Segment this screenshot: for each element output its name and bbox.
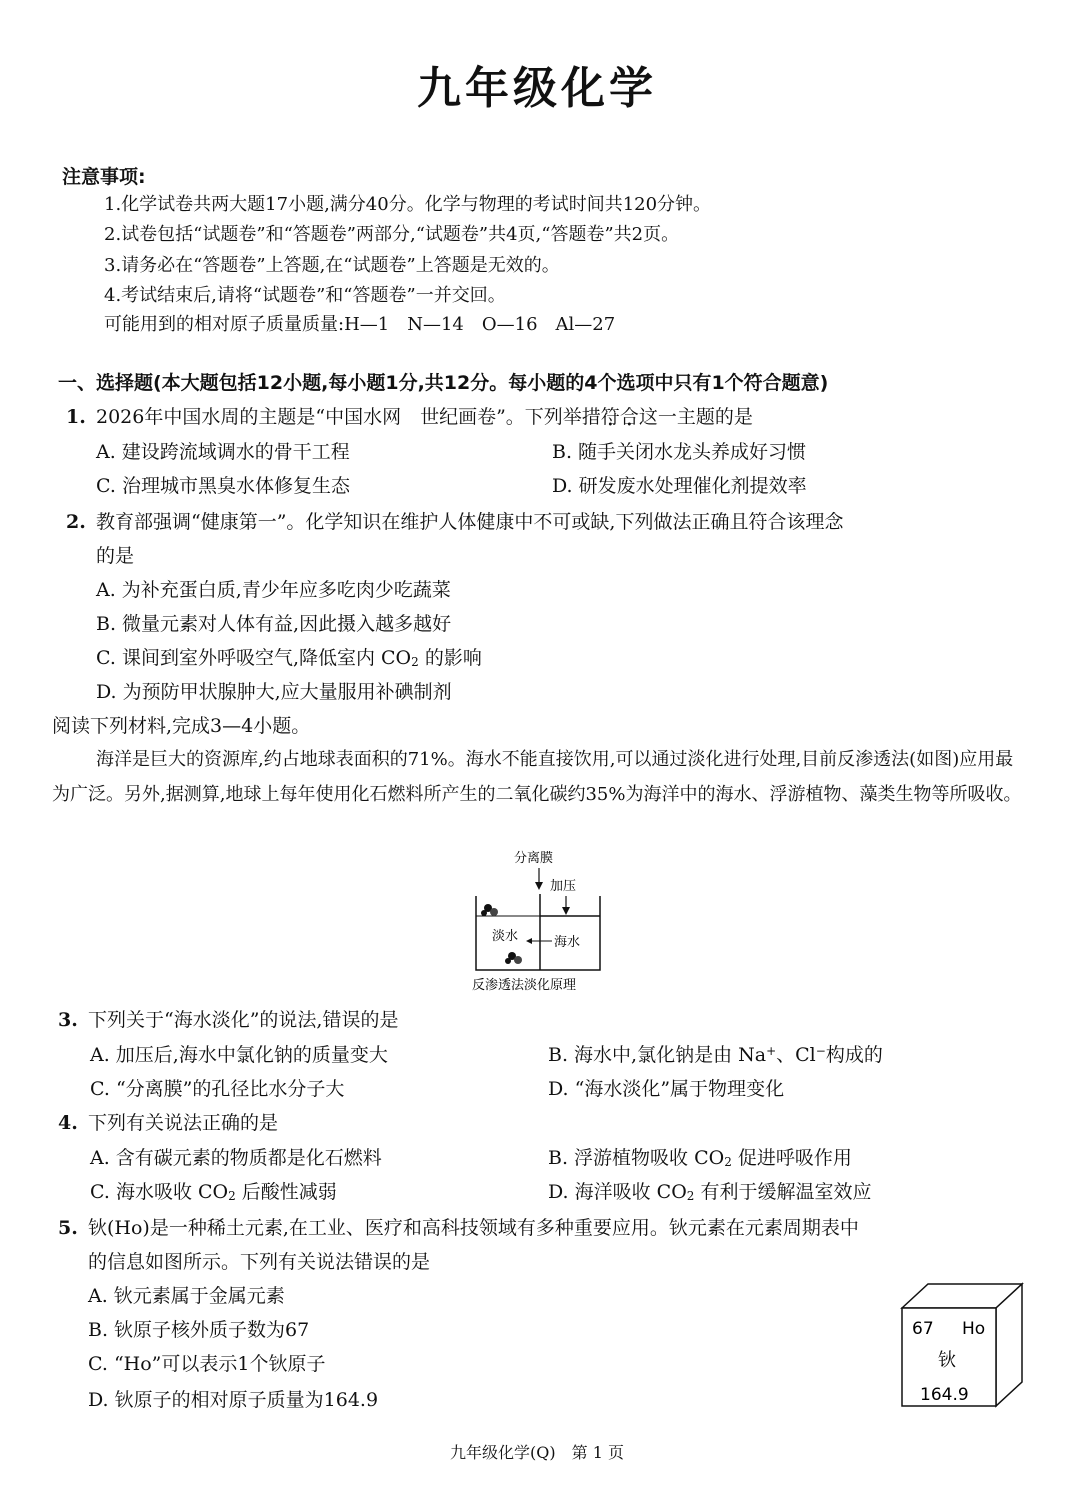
option-b: B. 随手关闭水龙头养成好习惯	[552, 441, 807, 463]
question-5	[58, 1213, 859, 1240]
question-4	[58, 1108, 278, 1135]
element-symbol: Ho	[962, 1319, 986, 1339]
option-b: B. 微量元素对人体有益,因此摄入越多越好	[96, 613, 452, 635]
emphasis-char: 符	[600, 406, 620, 428]
question-stem: 下列有关说法正确的是	[88, 1112, 279, 1134]
option-c: C. “分离膜”的孔径比水分子大	[90, 1078, 345, 1100]
notice-item: 3.请务必在“答题卷”上答题,在“试题卷”上答题是无效的。	[104, 255, 560, 276]
option-a: A. 含有碳元素的物质都是化石燃料	[90, 1147, 382, 1169]
reading-lead: 阅读下列材料,完成3—4小题。	[52, 715, 311, 737]
notice-item: 1.化学试卷共两大题17小题,满分40分。化学与物理的考试时间共120分钟。	[104, 194, 712, 215]
option-a: A. 加压后,海水中氯化钠的质量变大	[90, 1044, 388, 1066]
question-number: 3.	[58, 1009, 78, 1031]
option-d: D. 为预防甲状腺肿大,应大量服用补碘制剂	[96, 681, 452, 703]
notice-heading: 注意事项:	[62, 166, 146, 188]
question-stem: 2026年中国水周的主题是“中国水网 世纪画卷”。下列举措	[96, 406, 601, 428]
question-1	[66, 402, 753, 429]
option-c: C. 海水吸收 CO2 后酸性减弱	[90, 1181, 337, 1203]
question-number: 2.	[66, 511, 86, 533]
question-stem: 教育部强调“健康第一”。化学知识在维护人体健康中不可或缺,下列做法正确且符合该理念	[96, 511, 844, 533]
section-heading: 一、选择题(本大题包括12小题,每小题1分,共12分。每小题的4个选项中只有1个符合题意)	[58, 372, 829, 394]
page-footer: 九年级化学(Q) 第 1 页	[450, 1443, 624, 1462]
sea-water-label: 海水	[554, 935, 581, 950]
fresh-water-label: 淡水	[492, 929, 519, 944]
pressure-label: 加压	[550, 879, 577, 894]
question-number: 5.	[58, 1217, 78, 1239]
option-d: D. 钬原子的相对原子质量为164.9	[88, 1389, 379, 1411]
option-c: C. 课间到室外呼吸空气,降低室内 CO2 的影响	[96, 647, 482, 669]
atomic-number: 67	[912, 1319, 934, 1339]
option-d: D. 海洋吸收 CO2 有利于缓解温室效应	[548, 1181, 872, 1203]
figure-caption: 反渗透法淡化原理	[472, 978, 577, 993]
option-d: D. “海水淡化”属于物理变化	[548, 1078, 785, 1100]
element-name: 钬	[938, 1350, 956, 1371]
option-c: C. “Ho”可以表示1个钬原子	[88, 1353, 326, 1375]
atomic-mass: 164.9	[920, 1385, 969, 1405]
atomic-mass-note: 可能用到的相对原子质量质量:H—1 N—14 O—16 Al—27	[104, 314, 616, 335]
option-c: C. 治理城市黑臭水体修复生态	[96, 475, 350, 497]
question-stem: 这一主题的是	[638, 406, 753, 428]
notice-item: 4.考试结束后,请将“试题卷”和“答题卷”一并交回。	[104, 285, 506, 306]
option-b: B. 钬原子核外质子数为67	[88, 1319, 310, 1341]
question-stem: 钬(Ho)是一种稀土元素,在工业、医疗和高科技领域有多种重要应用。钬元素在元素周期表中	[88, 1217, 859, 1239]
reverse-osmosis-diagram	[468, 846, 608, 996]
question-number: 4.	[58, 1112, 78, 1134]
reading-passage: 海洋是巨大的资源库,约占地球表面积的71%。海水不能直接饮用,可以通过淡化进行处理,目前反渗透法(如图)应用最为广泛。另外,据测算,地球上每年使用化石燃料所产生的二氧化碳约35%为海洋中的海水、浮游植物、藻类生物等所吸收。	[52, 749, 1022, 805]
option-a: A. 为补充蛋白质,青少年应多吃肉少吃蔬菜	[96, 579, 451, 601]
holmium-element-tile	[896, 1280, 1030, 1412]
page-title: 九年级化学	[417, 63, 657, 114]
membrane-label: 分离膜	[514, 851, 554, 866]
option-a: A. 建设跨流域调水的骨干工程	[96, 441, 350, 463]
question-stem-cont: 的信息如图所示。下列有关说法错误的是	[88, 1251, 431, 1273]
question-3	[58, 1005, 398, 1032]
option-b: B. 海水中,氯化钠是由 Na+、Cl−构成的	[548, 1044, 883, 1066]
option-a: A. 钬元素属于金属元素	[88, 1285, 285, 1307]
question-stem-cont: 的是	[96, 545, 135, 567]
notice-item: 2.试卷包括“试题卷”和“答题卷”两部分,“试题卷”共4页,“答题卷”共2页。	[104, 224, 680, 245]
option-d: D. 研发废水处理催化剂提效率	[552, 475, 807, 497]
question-stem: 下列关于“海水淡化”的说法,错误的是	[88, 1009, 399, 1031]
question-2	[66, 507, 843, 534]
option-b: B. 浮游植物吸收 CO2 促进呼吸作用	[548, 1147, 852, 1169]
emphasis-char: 合	[619, 406, 639, 428]
question-number: 1.	[66, 406, 86, 428]
